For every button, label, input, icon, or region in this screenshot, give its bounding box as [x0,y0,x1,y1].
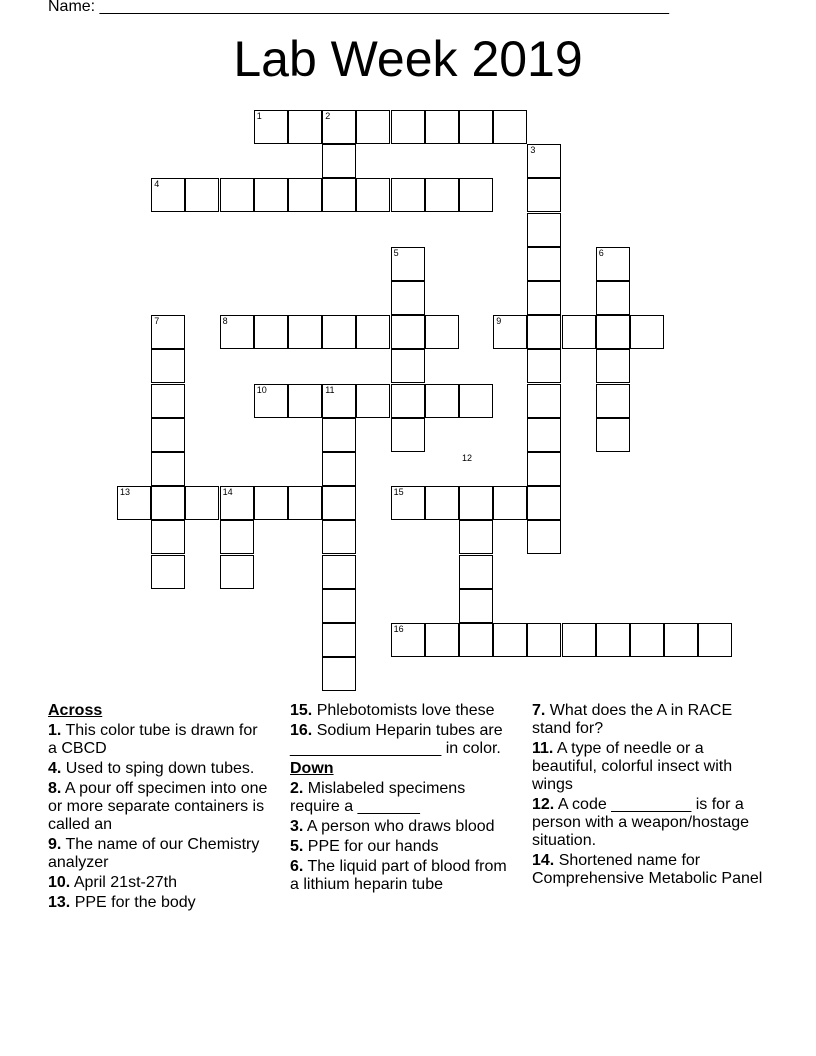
clue-number: 8. [48,780,62,797]
grid-cell[interactable] [596,623,630,657]
grid-cell[interactable] [459,178,493,212]
grid-cell[interactable] [391,110,425,144]
grid-cell[interactable] [527,213,561,247]
cell-number: 3 [530,145,536,156]
down-clue-list-continued [532,702,768,888]
grid-cell[interactable] [322,555,356,589]
grid-cell[interactable] [425,315,459,349]
grid-cell[interactable] [391,418,425,452]
grid-cell[interactable] [356,384,390,418]
grid-cell[interactable] [151,555,185,589]
clue-text: A type of needle or a beautiful, colorful insect with wings [532,740,733,793]
clue-text: What does the A in RACE stand for? [532,702,733,737]
grid-cell[interactable] [493,623,527,657]
down-heading: Down [290,760,334,777]
clue-text: Sodium Heparin tubes are _________________ in color. [290,722,503,757]
grid-cell[interactable] [425,623,459,657]
clue-item [290,702,518,720]
grid-cell[interactable] [459,589,493,623]
clue-number: 7. [532,702,546,719]
cell-number: 4 [154,179,160,190]
grid-cell[interactable] [527,349,561,383]
clue-item [48,836,268,872]
grid-cell[interactable] [254,486,288,520]
cell-number: 8 [222,316,228,327]
grid-cell[interactable] [562,623,596,657]
grid-cell[interactable] [288,178,322,212]
clue-item [290,838,518,856]
grid-cell[interactable] [288,110,322,144]
clue-item [290,818,518,836]
grid-cell[interactable] [322,315,356,349]
grid-cell[interactable] [459,384,493,418]
grid-cell[interactable] [220,178,254,212]
clue-item [290,858,518,894]
grid-cell[interactable] [322,657,356,691]
grid-cell[interactable] [322,418,356,452]
clue-text: PPE for our hands [307,838,439,855]
cell-number: 13 [120,487,131,498]
grid-cell[interactable] [459,623,493,657]
clue-number: 10. [48,874,71,891]
grid-cell[interactable] [356,110,390,144]
clue-item [48,760,268,778]
clue-number: 5. [290,838,304,855]
grid-cell[interactable] [527,247,561,281]
clue-number: 3. [290,818,304,835]
clue-item [532,740,768,794]
across-clue-list [48,722,268,912]
grid-cell[interactable] [493,110,527,144]
grid-cell[interactable] [527,315,561,349]
cell-number: 16 [393,624,404,634]
clue-item [290,780,518,816]
clue-number: 4. [48,760,62,777]
grid-cell[interactable] [391,384,425,418]
clue-text: A pour off specimen into one or more separate containers is called an [48,780,268,833]
grid-cell[interactable] [151,418,185,452]
across-clue-list-continued [290,702,518,758]
grid-cell[interactable] [356,315,390,349]
clue-item [48,894,268,912]
cell-number: 1 [256,111,262,121]
grid-cell[interactable] [254,178,288,212]
grid-cell[interactable] [425,486,459,520]
clue-text: Mislabeled specimens require a _______ [290,780,466,815]
grid-cell[interactable] [596,418,630,452]
clues-column-1 [48,700,268,912]
clue-number: 6. [290,858,304,875]
grid-cell[interactable] [391,315,425,349]
grid-cell[interactable] [425,110,459,144]
grid-cell[interactable] [356,178,390,212]
grid-cell[interactable] [527,486,561,520]
grid-cell[interactable] [527,623,561,657]
grid-cell[interactable] [288,486,322,520]
grid-cell[interactable] [322,144,356,178]
name-field-label: Name: ________________________________________________________________ [48,0,670,15]
grid-cell[interactable] [151,349,185,383]
grid-cell[interactable] [391,281,425,315]
cell-number: 9 [496,316,502,327]
down-clue-list [290,780,518,894]
grid-cell[interactable] [391,349,425,383]
grid-cell[interactable] [185,486,219,520]
grid-cell[interactable] [151,452,185,486]
grid-cell[interactable] [459,520,493,554]
cell-number: 10 [256,384,267,395]
clue-item [532,796,768,850]
clue-text: Phlebotomists love these [316,702,495,719]
clue-text: A person who draws blood [306,818,495,835]
grid-cell[interactable] [596,315,630,349]
grid-cell[interactable] [527,452,561,486]
grid-cell[interactable] [151,486,185,520]
clue-number: 16. [290,722,313,739]
clue-text: Shortened name for Comprehensive Metabolic Panel [532,852,763,887]
grid-cell[interactable] [322,589,356,623]
cell-number: 7 [154,316,160,327]
clue-item [532,702,768,738]
cell-number: 6 [598,247,604,258]
cell-number: 14 [222,487,233,498]
grid-cell[interactable] [288,315,322,349]
page-title: Lab Week 2019 [233,31,583,87]
clue-text: April 21st-27th [73,874,177,891]
grid-cell[interactable] [630,623,664,657]
clue-text: A code _________ is for a person with a weapon/hostage situation. [532,796,750,849]
clue-number: 11. [532,740,554,757]
grid-cell[interactable] [596,281,630,315]
grid-cell[interactable] [288,384,322,418]
grid-cell[interactable] [596,384,630,418]
clue-text: Used to sping down tubes. [65,760,255,777]
clue-text: PPE for the body [74,894,196,911]
clue-item [48,874,268,892]
grid-cell[interactable] [151,520,185,554]
grid-cell[interactable] [220,520,254,554]
clue-item [48,722,268,758]
clue-number: 15. [290,702,313,719]
clue-text: The name of our Chemistry analyzer [48,836,260,871]
clue-text: The liquid part of blood from a lithium heparin tube [290,858,507,893]
grid-cell[interactable] [322,452,356,486]
grid-cell[interactable] [527,178,561,212]
grid-cell[interactable] [220,555,254,589]
grid-cell[interactable] [322,486,356,520]
across-heading: Across [48,702,103,719]
cell-number: 11 [325,384,335,395]
grid-cell[interactable] [322,623,356,657]
clue-number: 2. [290,780,304,797]
grid-cell[interactable] [425,178,459,212]
grid-cell[interactable] [527,281,561,315]
grid-cell[interactable] [459,555,493,589]
grid-cell[interactable] [493,486,527,520]
grid-cell[interactable] [527,418,561,452]
clue-item [532,852,768,888]
grid-cell[interactable] [596,349,630,383]
clue-number: 1. [48,722,62,739]
clues-column-3 [532,700,768,888]
cell-number: 15 [393,487,404,498]
grid-cell[interactable] [459,110,493,144]
grid-cell[interactable] [151,384,185,418]
clue-number: 12. [532,796,555,813]
clues-column-2 [290,700,518,894]
cell-number: 5 [393,247,399,258]
cell-number: 12 [462,453,473,463]
grid-cell[interactable] [391,178,425,212]
clue-text: This color tube is drawn for a CBCD [48,722,258,757]
grid-cell[interactable] [322,178,356,212]
clue-item [290,722,518,758]
grid-cell[interactable] [630,315,664,349]
grid-cell[interactable] [459,486,493,520]
cell-number: 2 [325,111,331,121]
grid-cell[interactable] [527,520,561,554]
clue-number: 13. [48,894,71,911]
grid-cell[interactable] [322,520,356,554]
grid-cell[interactable] [698,623,732,657]
clue-number: 9. [48,836,62,853]
grid-cell[interactable] [254,315,288,349]
grid-cell[interactable] [425,384,459,418]
grid-cell[interactable] [562,315,596,349]
grid-cell[interactable] [664,623,698,657]
clue-number: 14. [532,852,555,869]
grid-cell[interactable] [527,384,561,418]
grid-cell[interactable] [185,178,219,212]
clue-item [48,780,268,834]
